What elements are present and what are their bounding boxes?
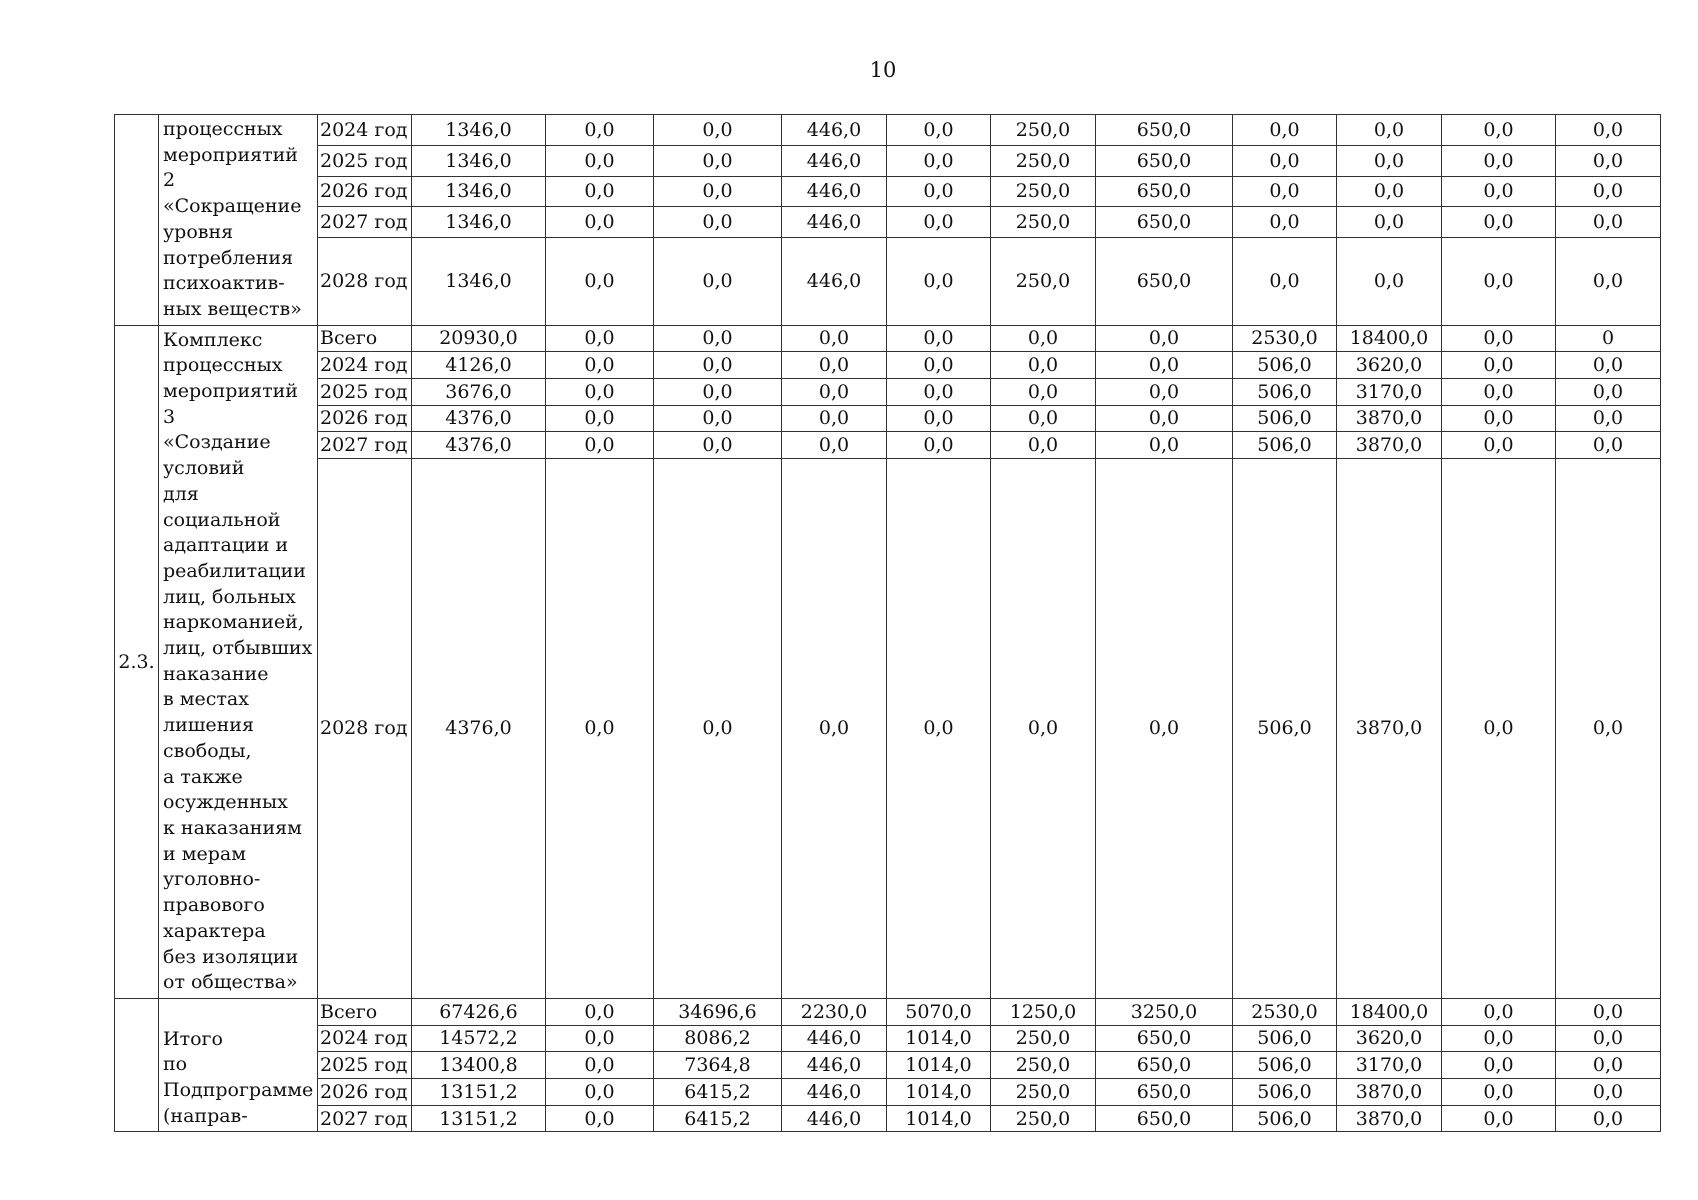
amount-cell: 446,0 xyxy=(782,1025,887,1052)
amount-cell: 0,0 xyxy=(1442,378,1556,405)
amount-cell: 0,0 xyxy=(1442,405,1556,432)
amount-cell: 506,0 xyxy=(1233,1025,1337,1052)
amount-cell: 0,0 xyxy=(991,325,1096,352)
amount-cell: 650,0 xyxy=(1096,207,1233,238)
amount-cell: 0,0 xyxy=(546,432,654,459)
amount-cell: 2530,0 xyxy=(1233,998,1337,1025)
amount-cell: 446,0 xyxy=(782,1105,887,1132)
amount-cell: 5070,0 xyxy=(887,998,991,1025)
amount-cell: 0,0 xyxy=(1556,207,1661,238)
section-title: Комплекс процессных мероприятий 3 «Создание условий для социальной адаптации и реабилитации лиц, больных наркоманией, лиц, отбывших наказание в местах лишения свободы, а также осужденных к наказаниям и мерам уголовно- правового характера без изоляции от общества» xyxy=(159,325,318,998)
period-cell: 2026 год xyxy=(318,405,412,432)
amount-cell: 0,0 xyxy=(654,458,782,998)
amount-cell: 0,0 xyxy=(1442,1105,1556,1132)
amount-cell: 0,0 xyxy=(1556,458,1661,998)
amount-cell: 0,0 xyxy=(654,378,782,405)
amount-cell: 3620,0 xyxy=(1337,1025,1442,1052)
period-cell: Всего xyxy=(318,325,412,352)
amount-cell: 0,0 xyxy=(782,378,887,405)
amount-cell: 0,0 xyxy=(1096,378,1233,405)
amount-cell: 3870,0 xyxy=(1337,1079,1442,1106)
table-row xyxy=(115,458,1661,998)
amount-cell: 0,0 xyxy=(991,378,1096,405)
amount-cell: 250,0 xyxy=(991,176,1096,207)
amount-cell: 446,0 xyxy=(782,1079,887,1106)
amount-cell: 13151,2 xyxy=(412,1105,546,1132)
amount-cell: 0,0 xyxy=(1442,352,1556,379)
page-number: 10 xyxy=(869,58,897,82)
amount-cell: 506,0 xyxy=(1233,432,1337,459)
amount-cell: 0,0 xyxy=(991,352,1096,379)
amount-cell: 1014,0 xyxy=(887,1105,991,1132)
amount-cell: 1014,0 xyxy=(887,1025,991,1052)
amount-cell: 0,0 xyxy=(1556,352,1661,379)
amount-cell: 1346,0 xyxy=(412,176,546,207)
amount-cell: 0,0 xyxy=(654,207,782,238)
amount-cell: 0,0 xyxy=(1556,115,1661,146)
amount-cell: 3620,0 xyxy=(1337,352,1442,379)
amount-cell: 4376,0 xyxy=(412,458,546,998)
amount-cell: 250,0 xyxy=(991,238,1096,326)
amount-cell: 0,0 xyxy=(887,238,991,326)
period-cell: 2027 год xyxy=(318,1105,412,1132)
amount-cell: 0,0 xyxy=(782,432,887,459)
amount-cell: 0,0 xyxy=(654,352,782,379)
amount-cell: 2530,0 xyxy=(1233,325,1337,352)
amount-cell: 650,0 xyxy=(1096,1105,1233,1132)
amount-cell: 0,0 xyxy=(546,176,654,207)
amount-cell: 446,0 xyxy=(782,145,887,176)
table-row xyxy=(115,352,1661,379)
table-row xyxy=(115,145,1661,176)
amount-cell: 446,0 xyxy=(782,115,887,146)
amount-cell: 446,0 xyxy=(782,176,887,207)
period-cell: 2025 год xyxy=(318,378,412,405)
amount-cell: 0,0 xyxy=(887,176,991,207)
budget-table xyxy=(114,114,1661,1132)
amount-cell: 2230,0 xyxy=(782,998,887,1025)
period-cell: 2027 год xyxy=(318,432,412,459)
amount-cell: 250,0 xyxy=(991,207,1096,238)
table-row xyxy=(115,115,1661,146)
period-cell: 2025 год xyxy=(318,145,412,176)
amount-cell: 3676,0 xyxy=(412,378,546,405)
amount-cell: 0,0 xyxy=(1337,145,1442,176)
amount-cell: 446,0 xyxy=(782,1052,887,1079)
amount-cell: 0,0 xyxy=(1233,115,1337,146)
period-cell: 2025 год xyxy=(318,1052,412,1079)
amount-cell: 0,0 xyxy=(546,145,654,176)
amount-cell: 250,0 xyxy=(991,145,1096,176)
amount-cell: 18400,0 xyxy=(1337,998,1442,1025)
amount-cell: 0,0 xyxy=(887,325,991,352)
amount-cell: 0,0 xyxy=(1442,115,1556,146)
amount-cell: 0,0 xyxy=(1233,145,1337,176)
table-row xyxy=(115,405,1661,432)
amount-cell: 0,0 xyxy=(1096,432,1233,459)
amount-cell: 0,0 xyxy=(887,145,991,176)
amount-cell: 446,0 xyxy=(782,207,887,238)
amount-cell: 650,0 xyxy=(1096,1052,1233,1079)
amount-cell: 0,0 xyxy=(546,325,654,352)
amount-cell: 446,0 xyxy=(782,238,887,326)
amount-cell: 0,0 xyxy=(1442,145,1556,176)
amount-cell: 250,0 xyxy=(991,115,1096,146)
table-row xyxy=(115,432,1661,459)
amount-cell: 0,0 xyxy=(1096,352,1233,379)
amount-cell: 0,0 xyxy=(1442,998,1556,1025)
period-cell: 2024 год xyxy=(318,1025,412,1052)
amount-cell: 506,0 xyxy=(1233,1105,1337,1132)
amount-cell: 0,0 xyxy=(654,325,782,352)
amount-cell: 1346,0 xyxy=(412,207,546,238)
amount-cell: 6415,2 xyxy=(654,1079,782,1106)
amount-cell: 0,0 xyxy=(1556,998,1661,1025)
amount-cell: 0,0 xyxy=(1337,238,1442,326)
amount-cell: 18400,0 xyxy=(1337,325,1442,352)
amount-cell: 0,0 xyxy=(1096,405,1233,432)
amount-cell: 1250,0 xyxy=(991,998,1096,1025)
amount-cell: 250,0 xyxy=(991,1025,1096,1052)
table-row xyxy=(115,1025,1661,1052)
amount-cell: 6415,2 xyxy=(654,1105,782,1132)
amount-cell: 0,0 xyxy=(991,432,1096,459)
amount-cell: 0,0 xyxy=(1337,207,1442,238)
amount-cell: 0,0 xyxy=(1556,1079,1661,1106)
section-title: процессных мероприятий 2 «Сокращение уровня потребления психоактив- ных веществ» xyxy=(159,115,318,326)
amount-cell: 8086,2 xyxy=(654,1025,782,1052)
amount-cell: 0,0 xyxy=(546,1105,654,1132)
amount-cell: 4376,0 xyxy=(412,432,546,459)
amount-cell: 0,0 xyxy=(1556,145,1661,176)
amount-cell: 13151,2 xyxy=(412,1079,546,1106)
amount-cell: 0,0 xyxy=(887,458,991,998)
amount-cell: 3870,0 xyxy=(1337,458,1442,998)
amount-cell: 1346,0 xyxy=(412,115,546,146)
amount-cell: 0,0 xyxy=(887,207,991,238)
amount-cell: 0,0 xyxy=(546,998,654,1025)
amount-cell: 0,0 xyxy=(546,207,654,238)
amount-cell: 0,0 xyxy=(546,405,654,432)
amount-cell: 13400,8 xyxy=(412,1052,546,1079)
amount-cell: 0,0 xyxy=(991,405,1096,432)
amount-cell: 0,0 xyxy=(887,352,991,379)
amount-cell: 0,0 xyxy=(1096,458,1233,998)
amount-cell: 0,0 xyxy=(654,115,782,146)
amount-cell: 0,0 xyxy=(991,458,1096,998)
period-cell: 2026 год xyxy=(318,1079,412,1106)
amount-cell: 20930,0 xyxy=(412,325,546,352)
period-cell: 2028 год xyxy=(318,238,412,326)
amount-cell: 650,0 xyxy=(1096,176,1233,207)
amount-cell: 0,0 xyxy=(1556,378,1661,405)
amount-cell: 0,0 xyxy=(1556,238,1661,326)
period-cell: 2027 год xyxy=(318,207,412,238)
amount-cell: 0,0 xyxy=(546,378,654,405)
section-index xyxy=(115,998,159,1132)
section-index: 2.3. xyxy=(115,325,159,998)
amount-cell: 3250,0 xyxy=(1096,998,1233,1025)
amount-cell: 0,0 xyxy=(654,432,782,459)
amount-cell: 1346,0 xyxy=(412,238,546,326)
amount-cell: 0,0 xyxy=(546,352,654,379)
amount-cell: 650,0 xyxy=(1096,115,1233,146)
amount-cell: 0,0 xyxy=(1556,1025,1661,1052)
amount-cell: 0,0 xyxy=(1233,176,1337,207)
amount-cell: 506,0 xyxy=(1233,1079,1337,1106)
amount-cell: 3870,0 xyxy=(1337,1105,1442,1132)
amount-cell: 3870,0 xyxy=(1337,405,1442,432)
amount-cell: 0,0 xyxy=(1556,1105,1661,1132)
amount-cell: 0,0 xyxy=(782,405,887,432)
amount-cell: 250,0 xyxy=(991,1105,1096,1132)
period-cell: 2024 год xyxy=(318,352,412,379)
table-row xyxy=(115,1079,1661,1106)
amount-cell: 0,0 xyxy=(1442,176,1556,207)
amount-cell: 3870,0 xyxy=(1337,432,1442,459)
table-row xyxy=(115,325,1661,352)
amount-cell: 506,0 xyxy=(1233,352,1337,379)
table-row xyxy=(115,378,1661,405)
table-row xyxy=(115,1052,1661,1079)
amount-cell: 0,0 xyxy=(1442,458,1556,998)
section-index xyxy=(115,115,159,326)
amount-cell: 0,0 xyxy=(1233,207,1337,238)
amount-cell: 4126,0 xyxy=(412,352,546,379)
amount-cell: 0,0 xyxy=(887,115,991,146)
amount-cell: 0,0 xyxy=(1233,238,1337,326)
amount-cell: 3170,0 xyxy=(1337,378,1442,405)
amount-cell: 250,0 xyxy=(991,1052,1096,1079)
period-cell: 2026 год xyxy=(318,176,412,207)
amount-cell: 0,0 xyxy=(546,115,654,146)
amount-cell: 0,0 xyxy=(782,325,887,352)
amount-cell: 0,0 xyxy=(887,378,991,405)
amount-cell: 0,0 xyxy=(1556,432,1661,459)
amount-cell: 1014,0 xyxy=(887,1079,991,1106)
amount-cell: 0,0 xyxy=(1556,176,1661,207)
amount-cell: 250,0 xyxy=(991,1079,1096,1106)
amount-cell: 0,0 xyxy=(546,1052,654,1079)
amount-cell: 14572,2 xyxy=(412,1025,546,1052)
amount-cell: 0,0 xyxy=(1337,115,1442,146)
amount-cell: 0,0 xyxy=(1556,405,1661,432)
amount-cell: 0,0 xyxy=(654,145,782,176)
amount-cell: 0,0 xyxy=(1556,1052,1661,1079)
amount-cell: 0,0 xyxy=(1442,1025,1556,1052)
amount-cell: 0,0 xyxy=(1096,325,1233,352)
amount-cell: 0,0 xyxy=(887,405,991,432)
amount-cell: 0,0 xyxy=(1442,432,1556,459)
period-cell: 2024 год xyxy=(318,115,412,146)
amount-cell: 506,0 xyxy=(1233,378,1337,405)
amount-cell: 0,0 xyxy=(782,352,887,379)
amount-cell: 1014,0 xyxy=(887,1052,991,1079)
amount-cell: 0,0 xyxy=(1442,1052,1556,1079)
table-body xyxy=(115,115,1661,1132)
amount-cell: 0,0 xyxy=(654,176,782,207)
amount-cell: 650,0 xyxy=(1096,1025,1233,1052)
amount-cell: 650,0 xyxy=(1096,145,1233,176)
amount-cell: 0,0 xyxy=(546,458,654,998)
amount-cell: 506,0 xyxy=(1233,458,1337,998)
amount-cell: 67426,6 xyxy=(412,998,546,1025)
amount-cell: 506,0 xyxy=(1233,405,1337,432)
amount-cell: 650,0 xyxy=(1096,1079,1233,1106)
amount-cell: 0,0 xyxy=(1442,1079,1556,1106)
section-title: Итого по Подпрограмме (направ- xyxy=(159,998,318,1132)
amount-cell: 0,0 xyxy=(546,238,654,326)
table-row xyxy=(115,207,1661,238)
amount-cell: 3170,0 xyxy=(1337,1052,1442,1079)
table-row xyxy=(115,176,1661,207)
amount-cell: 0,0 xyxy=(654,405,782,432)
amount-cell: 7364,8 xyxy=(654,1052,782,1079)
amount-cell: 0,0 xyxy=(782,458,887,998)
amount-cell: 0,0 xyxy=(1442,207,1556,238)
amount-cell: 0,0 xyxy=(654,238,782,326)
amount-cell: 0,0 xyxy=(887,432,991,459)
table-row xyxy=(115,998,1661,1025)
table-row xyxy=(115,238,1661,326)
amount-cell: 0,0 xyxy=(1337,176,1442,207)
amount-cell: 1346,0 xyxy=(412,145,546,176)
amount-cell: 650,0 xyxy=(1096,238,1233,326)
amount-cell: 0,0 xyxy=(546,1079,654,1106)
amount-cell: 4376,0 xyxy=(412,405,546,432)
amount-cell: 34696,6 xyxy=(654,998,782,1025)
period-cell: Всего xyxy=(318,998,412,1025)
amount-cell: 0,0 xyxy=(1442,325,1556,352)
period-cell: 2028 год xyxy=(318,458,412,998)
amount-cell: 506,0 xyxy=(1233,1052,1337,1079)
amount-cell: 0,0 xyxy=(1442,238,1556,326)
amount-cell: 0 xyxy=(1556,325,1661,352)
amount-cell: 0,0 xyxy=(546,1025,654,1052)
table-row xyxy=(115,1105,1661,1132)
